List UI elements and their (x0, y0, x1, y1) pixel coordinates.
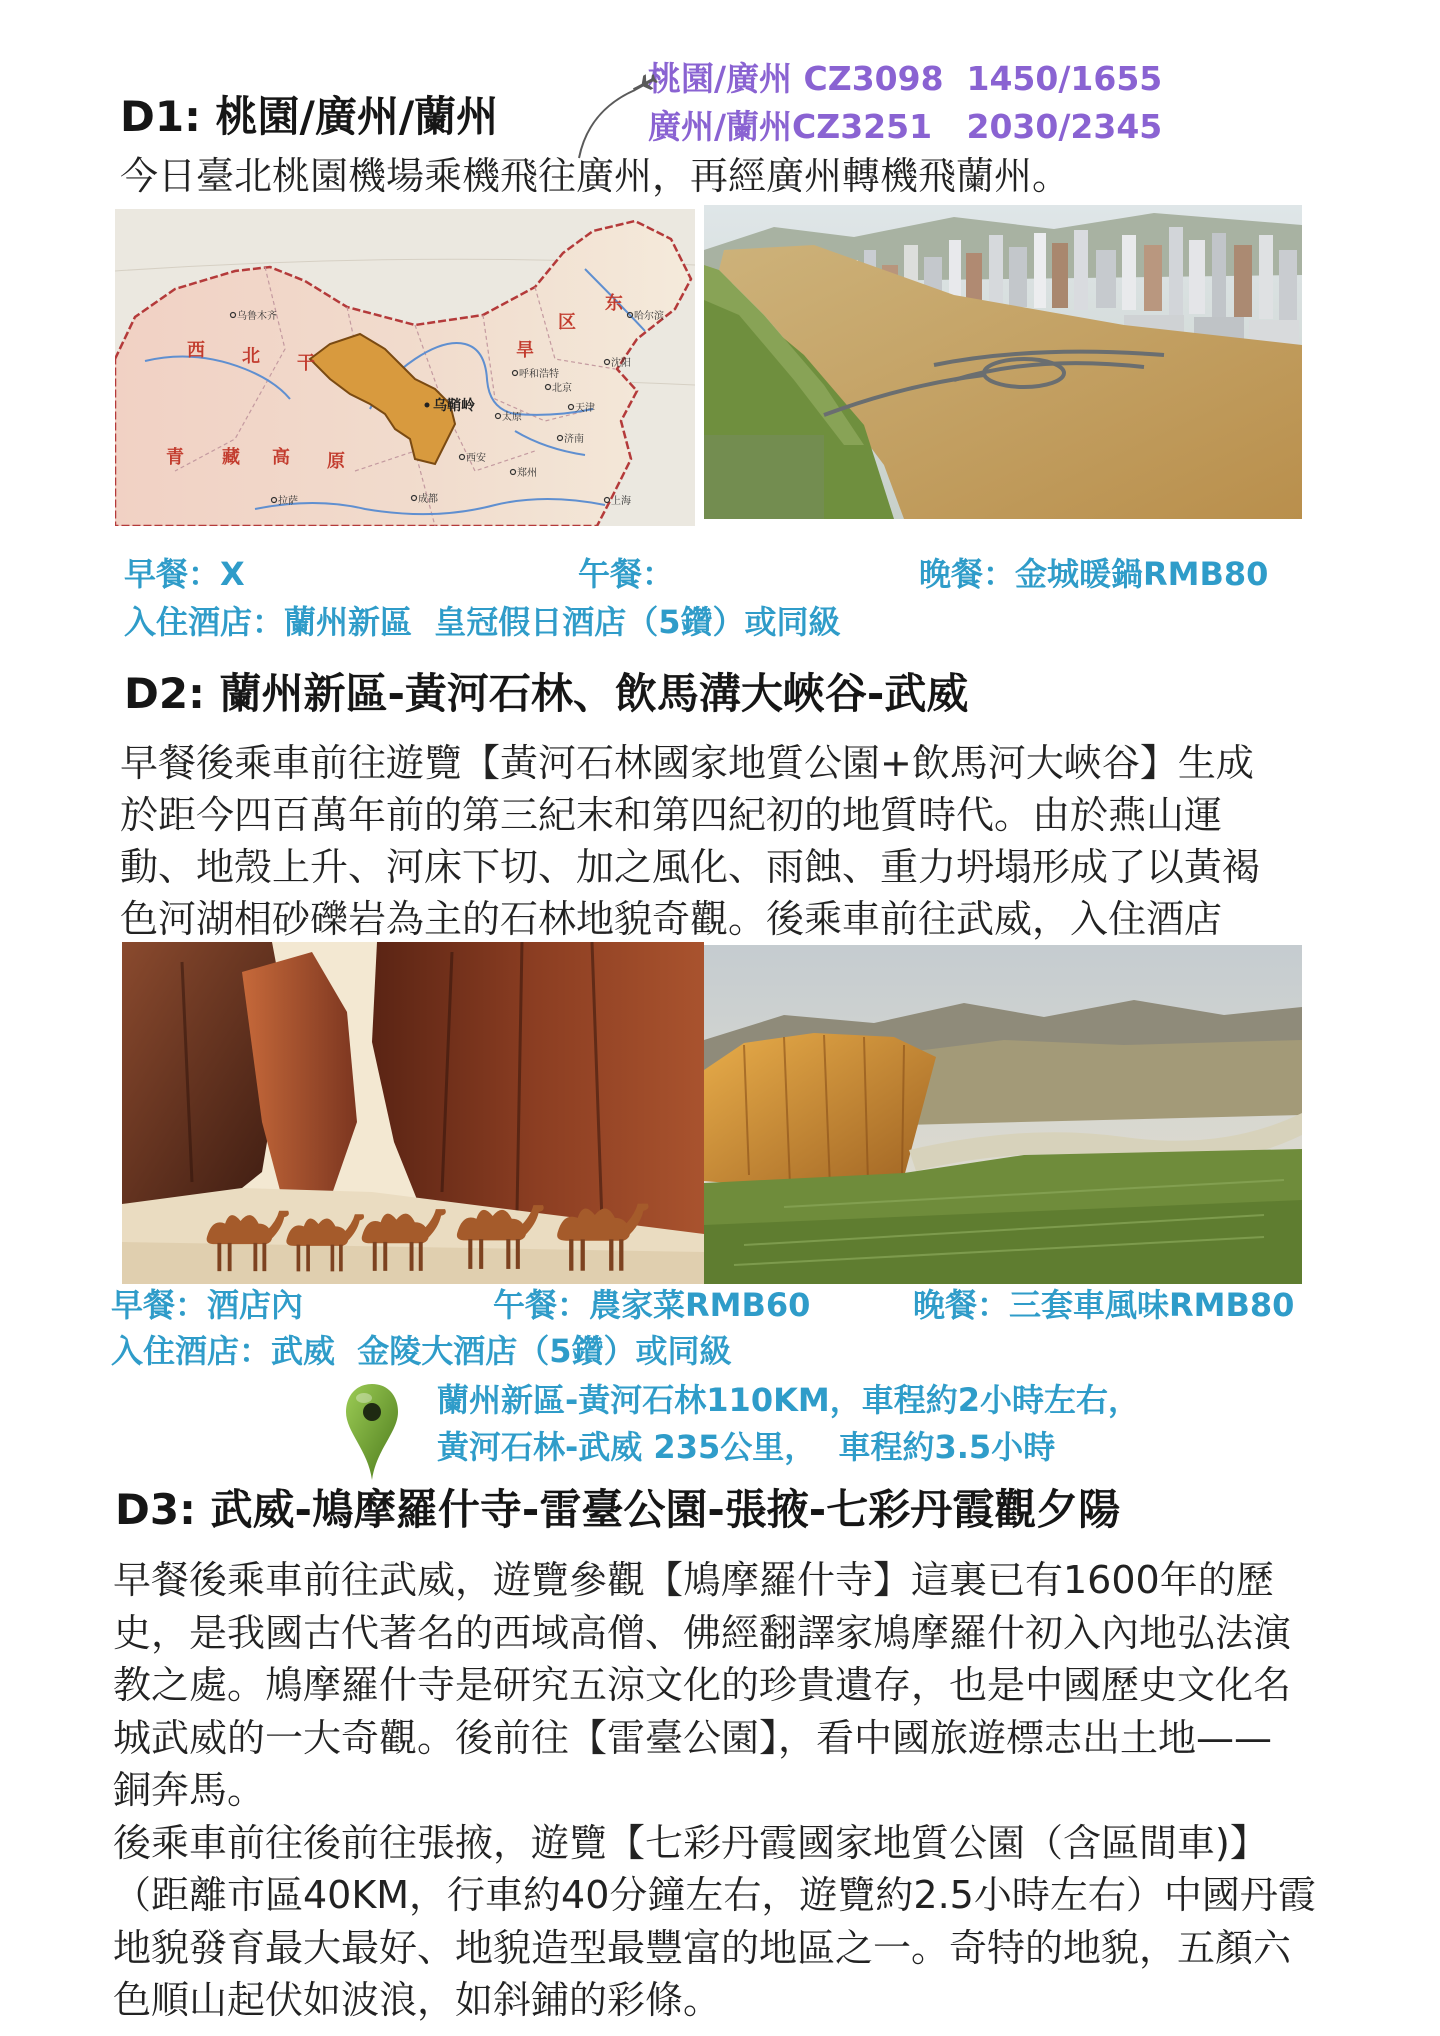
map-city-label: 太原 (502, 412, 522, 423)
map-city-label: 沈阳 (611, 358, 631, 369)
day-3-description-line: 早餐後乘車前往武威，遊覽參觀【鳩摩羅什寺】這裏已有1600年的歷 (113, 1558, 1274, 1602)
route-info-line-1: 蘭州新區-黃河石林110KM，車程約2小時左右， (437, 1381, 1140, 1419)
day-2-hotel: 入住酒店：武威 金陵大酒店（5鑽）或同級 (111, 1332, 732, 1370)
map-region-label: 北 (242, 346, 260, 367)
day-2-description-line: 早餐後乘車前往遊覽【黃河石林國家地質公園+飲馬河大峽谷】生成 (120, 741, 1254, 785)
day-2-breakfast: 早餐：酒店內 (111, 1286, 304, 1324)
day-3-description-line: 色順山起伏如波浪，如斜鋪的彩條。 (113, 1978, 722, 2022)
map-region-label: 干 (297, 353, 315, 374)
day-3-description-line: 地貌發育最大最好、地貌造型最豐富的地區之一。奇特的地貌，五顏六 (113, 1925, 1292, 1970)
day-3-description-line: （距離市區40KM，行車約40分鐘左右，遊覽約2.5小時左右）中國丹霞 (113, 1873, 1316, 1917)
flight-info-line-1: 桃園/廣州 CZ3098 1450/1655 (648, 59, 1163, 98)
map-region-label: 高 (272, 447, 290, 468)
map-region-label: 西 (187, 340, 205, 361)
day-2-description-line: 動、地殼上升、河床下切、加之風化、雨蝕、重力坍塌形成了以黃褐 (120, 845, 1261, 889)
map-city-label: 上海 (611, 496, 631, 507)
map-city-label: 郑州 (517, 468, 537, 479)
day-2-description-line: 於距今四百萬年前的第三紀末和第四紀初的地質時代。由於燕山運 (120, 793, 1223, 837)
map-city-label: 北京 (552, 383, 572, 394)
day-1-description-line: 今日臺北桃園機場乘機飛往廣州，再經廣州轉機飛蘭州。 (120, 154, 1071, 198)
location-pin-icon (344, 1382, 400, 1482)
day-1-description (120, 150, 1070, 202)
map-region-label: 藏 (222, 447, 240, 468)
map-city-label: 济南 (564, 434, 584, 445)
day-1-breakfast: 早餐：X (124, 555, 245, 593)
day-2-description (120, 737, 1260, 945)
day-3-description-line: 史，是我國古代著名的西域高僧、佛經翻譯家鳩摩羅什初入內地弘法演 (113, 1610, 1292, 1655)
day-3-description-line: 城武威的一大奇觀。後前往【雷臺公園】，看中國旅遊標志出土地—— (113, 1715, 1273, 1760)
day-3-description-line: 後乘車前往後前往張掖，遊覽【七彩丹霞國家地質公園（含區間車)】 (113, 1820, 1268, 1865)
day-1-lunch: 午餐： (578, 555, 675, 593)
airplane-icon (573, 66, 658, 161)
day-3-description-line: 教之處。鳩摩羅什寺是研究五涼文化的珍貴遺存，也是中國歷史文化名 (113, 1663, 1292, 1707)
map-region-label: 青 (166, 447, 184, 468)
map-city-label: 成都 (418, 494, 438, 505)
stone-forest-landscape-photo (704, 945, 1302, 1284)
canyon-camels-photo (122, 942, 704, 1284)
day-1-title: D1: 桃園/廣州/蘭州 (120, 92, 499, 141)
day-3-description-line: 銅奔馬。 (113, 1768, 266, 1812)
day-3-title: D3: 武威-鳩摩羅什寺-雷臺公園-張掖-七彩丹霞觀夕陽 (115, 1485, 1121, 1534)
day-2-title: D2: 蘭州新區-黃河石林、飲馬溝大峽谷-武威 (124, 669, 969, 718)
map-city-label: 哈尔滨 (634, 311, 664, 322)
route-map-image (115, 209, 695, 526)
day-1-dinner: 晚餐：金城暖鍋RMB80 (919, 555, 1269, 593)
map-city-label: 呼和浩特 (519, 369, 559, 380)
day-2-dinner: 晚餐：三套車風味RMB80 (913, 1286, 1295, 1324)
map-pass-label: 乌鞘岭 (433, 398, 475, 414)
lanzhou-city-photo (704, 205, 1302, 519)
map-region-label: 东 (605, 293, 623, 314)
map-city-label: 乌鲁木齐 (237, 311, 277, 322)
route-info-line-2: 黃河石林-武威 235公里， 車程約3.5小時 (437, 1428, 1056, 1466)
day-2-description-line: 色河湖相砂礫岩為主的石林地貌奇觀。後乘車前往武威，入住酒店 (120, 897, 1223, 941)
map-region-label: 原 (327, 451, 345, 472)
flight-info-line-2: 廣州/蘭州CZ3251 2030/2345 (648, 107, 1163, 146)
map-city-label: 西安 (466, 453, 486, 464)
map-region-label: 区 (558, 312, 576, 333)
map-region-label: 旱 (516, 340, 534, 361)
day-1-hotel: 入住酒店：蘭州新區 皇冠假日酒店（5鑽）或同級 (124, 603, 841, 641)
day-2-lunch: 午餐：農家菜RMB60 (493, 1286, 811, 1324)
day-3-description (113, 1554, 1316, 2027)
map-city-label: 天津 (575, 403, 595, 414)
map-city-label: 拉萨 (278, 496, 298, 507)
